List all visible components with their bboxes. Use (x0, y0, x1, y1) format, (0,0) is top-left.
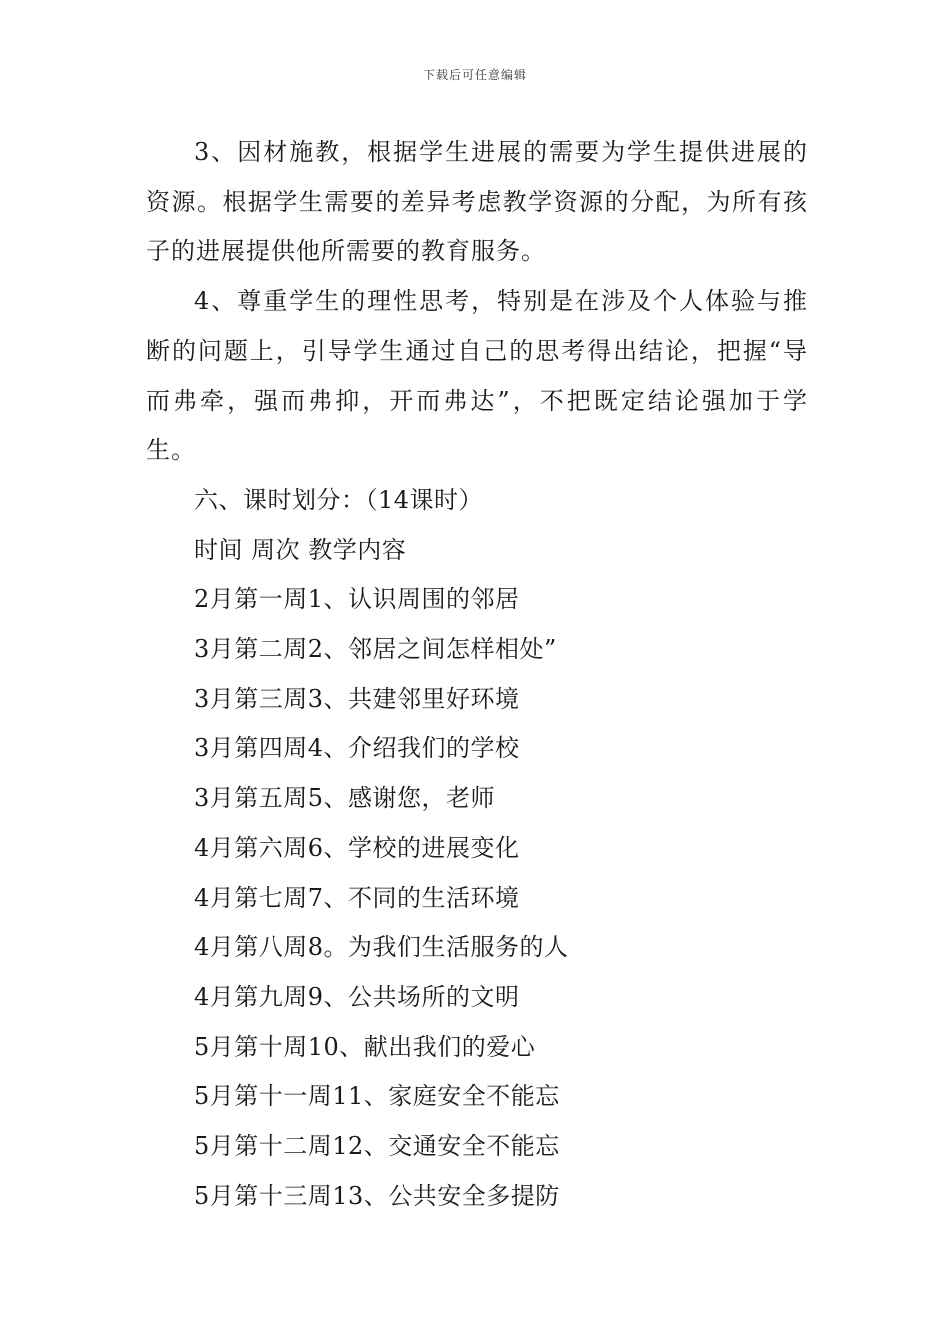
schedule-line: 2月第一周1、认识周围的邻居 (194, 585, 520, 614)
schedule-line: 3月第四周4、介绍我们的学校 (194, 734, 520, 763)
paragraph-3: 3、因材施教，根据学生进展的需要为学生提供进展的资源。根据学生需要的差异考虑教学资源的分配，为所有孩子的进展提供他所需要的教育服务。 (146, 138, 808, 266)
schedule-line: 4月第六周6、学校的进展变化 (194, 833, 520, 862)
schedule-line: 3月第三周3、共建邻里好环境 (194, 684, 520, 713)
header-note: 下载后可任意编辑 (422, 68, 527, 82)
schedule-column-header: 时间 周次 教学内容 (194, 535, 407, 564)
schedule-line: 4月第九周9、公共场所的文明 (194, 982, 520, 1011)
paragraph-4: 4、尊重学生的理性思考，特别是在涉及个人体验与推断的问题上，引导学生通过自己的思考得出结论，把握“导而弗牵，强而弗抑，开而弗达”，不把既定结论强加于学生。 (146, 287, 808, 465)
schedule-line: 5月第十周10、献出我们的爱心 (194, 1032, 536, 1061)
document-body (146, 128, 808, 1221)
schedule-line: 4月第八周8。为我们生活服务的人 (194, 933, 569, 962)
schedule-line: 3月第二周2、邻居之间怎样相处” (194, 635, 557, 664)
schedule-line: 4月第七周7、不同的生活环境 (194, 883, 520, 912)
section-heading: 六、课时划分：（14课时） (194, 485, 484, 514)
schedule-line: 5月第十三周13、公共安全多提防 (194, 1181, 560, 1210)
schedule-line: 5月第十二周12、交通安全不能忘 (194, 1132, 560, 1161)
schedule-line: 3月第五周5、感谢您，老师 (194, 784, 496, 813)
schedule-line: 5月第十一周11、家庭安全不能忘 (194, 1082, 560, 1111)
